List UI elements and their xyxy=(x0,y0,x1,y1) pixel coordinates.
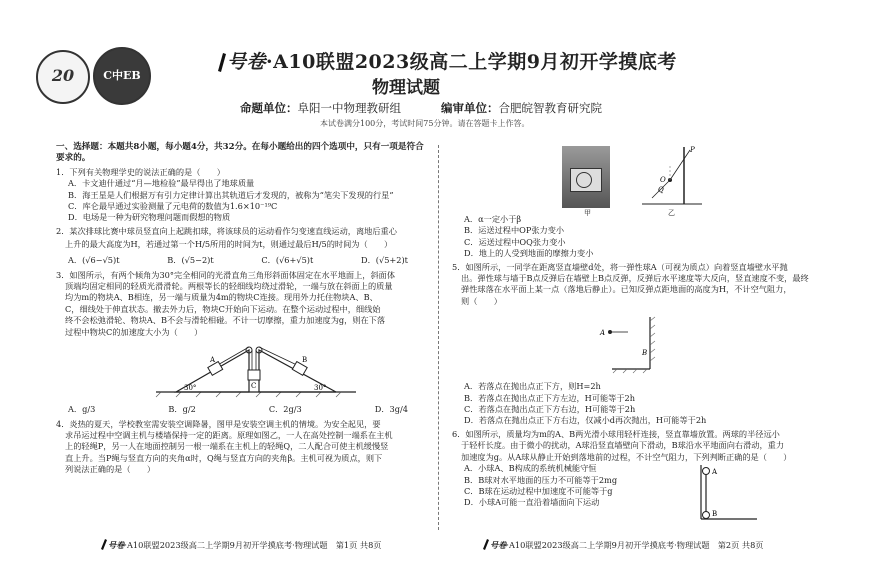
figure-label-jia: 甲 xyxy=(584,209,591,217)
exam-instructions: 本试卷满分100分，考试时间75分钟。请在答题卡上作答。 xyxy=(320,119,530,128)
option-d: D．电场是一种为研究物理问题而假想的物质 xyxy=(68,212,231,223)
ac-install-photo xyxy=(562,146,610,208)
option-d: D．(√5+2)t xyxy=(361,255,408,266)
option-b: B．运送过程中OP张力变小 xyxy=(464,225,565,236)
q4-figures xyxy=(452,142,838,217)
question-1: 1．下列有关物理学史的说法正确的是（ ） A．卡文迪什通过“月—地检验”最早得出了地球质量 B．海王星是人们根据万有引力定律计算出其轨道后才发现的，被称为“笔尖下发现的行星” C．库仑最早通过实验测量了元电荷的数值为1.6×10⁻¹⁹C D．电场是一种为研究物理问题而假想的物质 xyxy=(56,167,428,224)
column-divider xyxy=(438,145,439,530)
wall-bounce-figure xyxy=(452,309,832,381)
option-b: B．B球对水平地面的压力不可能等于2mg xyxy=(464,474,618,485)
page-footer-right: 号卷·A10联盟2023级高二上学期9月初开学摸底考·物理试题 第2页 共8页 xyxy=(482,538,764,551)
question-3: 3．如图所示，有两个倾角为30°完全相同的光滑直角三角形斜面体固定在水平地面上，斜面体 顶端均固定相同的轻质光滑滑轮。两根等长的轻细线均绕过滑轮，一端与放在斜面上的质量 均为m的物块A、B相连，另一端与质量为4m的物块C连接。现用外力托住物块A、B、 C，细线处于伸直状态。撤去外力后，物块C开始向下运动。在整个运动过程中，细线始 终不会松弛滑轮、物块A、B不会与滑轮相碰。不计一切摩擦，重力加速度为g，则在下落 过程中物块C的加速度大小为（ ） A C B 30° 30° A．g/3 B．g/2 C．2g/3 D．3g/4 xyxy=(56,270,428,416)
option-a: A．小球A、B构成的系统机械能守恒 xyxy=(464,463,597,474)
label-b: B xyxy=(302,356,308,365)
logo-text: C中EB xyxy=(103,69,141,82)
rope-diagram xyxy=(632,142,712,214)
option-d: D．小球A可能一直沿着墙面向下运动 xyxy=(464,497,600,508)
label-a: A xyxy=(210,356,216,365)
option-b: B．若落点在抛出点正下方左边，H可能等于2h xyxy=(464,392,636,403)
label-b: B xyxy=(642,349,648,358)
option-c: C．2g/3 xyxy=(268,404,302,415)
figure-label-yi: 乙 xyxy=(668,209,675,217)
brand-mark-icon xyxy=(482,538,490,550)
option-b: B．g/2 xyxy=(168,404,196,415)
option-d: D．3g/4 xyxy=(374,404,408,415)
angle-label: 30° xyxy=(184,384,197,393)
option-c: C．库仑最早通过实验测量了元电荷的数值为1.6×10⁻¹⁹C xyxy=(68,201,278,212)
option-c: C．B球在运动过程中加速度不可能等于g xyxy=(464,485,613,496)
option-b: B．海王星是人们根据万有引力定律计算出其轨道后才发现的，被称为“笔尖下发现的行星” xyxy=(68,189,394,200)
angle-label: 30° xyxy=(314,384,327,393)
logo-text: 20 xyxy=(51,66,75,85)
section-heading: 一、选择题：本题共8小题，每小题4分，共32分。在每小题给出的四个选项中，只有一项是符合要求的。 xyxy=(56,142,424,164)
question-6: 6．如图所示，质量均为m的A、B两光滑小球用轻杆连接，竖直靠墙放置。两球的半径远小 于轻杆长度。由于微小的扰动，A球沿竖直墙壁向下滑动，B球沿水平地面向右滑动，重力 加速度为g。从A球从静止开始到落地前的过程，不计空气阻力，下列判断正确的是（ ） A．小球A、B构成的系统机械能守恒 B．B球对水平地面的压力不可能等于2mg C．B球在运动过程中加速度不可能等于g D．小球A可能一直沿着墙面向下运动 A B xyxy=(452,429,838,509)
inclines-pulley-figure xyxy=(66,340,426,398)
option-a: A．若落点在抛出点正下方，则H=2h xyxy=(464,381,601,392)
option-b: B．(√5−2)t xyxy=(167,255,214,266)
brand-mark-icon xyxy=(100,538,108,550)
question-4: 4．炎热的夏天，学校教室需安装空调降暑，图甲是安装空调主机的情境。为安全起见，要 求吊运过程中空调主机与楼墙保持一定的距离。原理如图乙，一人在高处控制一端系在主机 上的轻绳P，另一人在地面控制另一根一端系在主机上的轻绳Q，二人配合可使主机缓慢竖 直上升。当P绳与竖直方向的夹角α时，Q绳与竖直方向的夹角β。主机可视为质点，则下 列说法正确的是（ ） xyxy=(56,418,393,475)
option-a: A．g/3 xyxy=(68,404,96,415)
option-c: C．(√6+√5)t xyxy=(261,255,314,266)
school-logo-emblem xyxy=(36,50,90,104)
unit-info: 命题单位：阜阳一中物理教研组 编审单位：合肥皖智教育研究院 xyxy=(240,101,602,115)
right-column xyxy=(452,142,838,518)
option-a: A．(√6−√5)t xyxy=(68,255,120,266)
question-2: 2．某次排球比赛中球员竖直向上起跳扣球，将该球员的运动看作匀变速直线运动，离地后重心 上升的最大高度为H，若通过第一个H/5所用的时间为t，则通过最后H/5的时间为（ ） A．(√6−√5)t B．(√5−2)t C．(√6+√5)t D．(√5+2)t xyxy=(56,225,408,266)
label-a: A xyxy=(600,329,606,338)
label-o: O xyxy=(660,176,666,184)
label-c: C xyxy=(251,382,257,391)
alliance-seal-logo xyxy=(93,47,151,105)
question-5: 5．如图所示，一同学在距离竖直墙壁d处，将一弹性球A（可视为质点）向着竖直墙壁水平抛 出。弹性球与墙于B点反弹后在墙壁上B点反弹，反弹后水平速度等大反向，竖直速度不变，最终 弹性球落在水平面上某一点（落地后静止）。已知反弹点距地面的高度为H，不计空气阻力， 则（ ） A B A．若落点在抛出点正下方，则H=2h B．若落点在抛出点正下方左边，H可能等于2h C．若落点在抛出点正下方右边，H可能等于2h D．若落点在抛出点正下方右边，仅减小d再次抛出，H可能等于2h xyxy=(452,262,838,427)
exam-title: 号卷·A10联盟2023级高二上学期9月初开学摸底考 xyxy=(215,47,677,74)
option-d: D．若落点在抛出点正下方右边，仅减小d再次抛出，H可能等于2h xyxy=(464,415,707,426)
option-a: A．α一定小于β xyxy=(464,214,522,224)
subject-title: 物理试题 xyxy=(372,78,440,98)
option-c: C．运送过程中OQ张力变小 xyxy=(464,236,566,247)
option-a: A．卡文迪什通过“月—地检验”最早得出了地球质量 xyxy=(68,178,255,189)
option-d: D．地上的人受到地面的摩擦力变小 xyxy=(464,248,594,259)
left-column xyxy=(56,142,428,476)
label-q: Q xyxy=(658,186,664,194)
label-b: B xyxy=(712,509,718,518)
option-c: C．若落点在抛出点正下方右边，H可能等于2h xyxy=(464,404,636,415)
rod-spheres-figure xyxy=(687,463,767,525)
brand-mark-icon xyxy=(215,51,227,73)
label-p: P xyxy=(690,146,695,154)
label-a: A xyxy=(712,467,718,476)
page-footer-left: 号卷·A10联盟2023级高二上学期9月初开学摸底考·物理试题 第1页 共8页 xyxy=(100,538,382,551)
